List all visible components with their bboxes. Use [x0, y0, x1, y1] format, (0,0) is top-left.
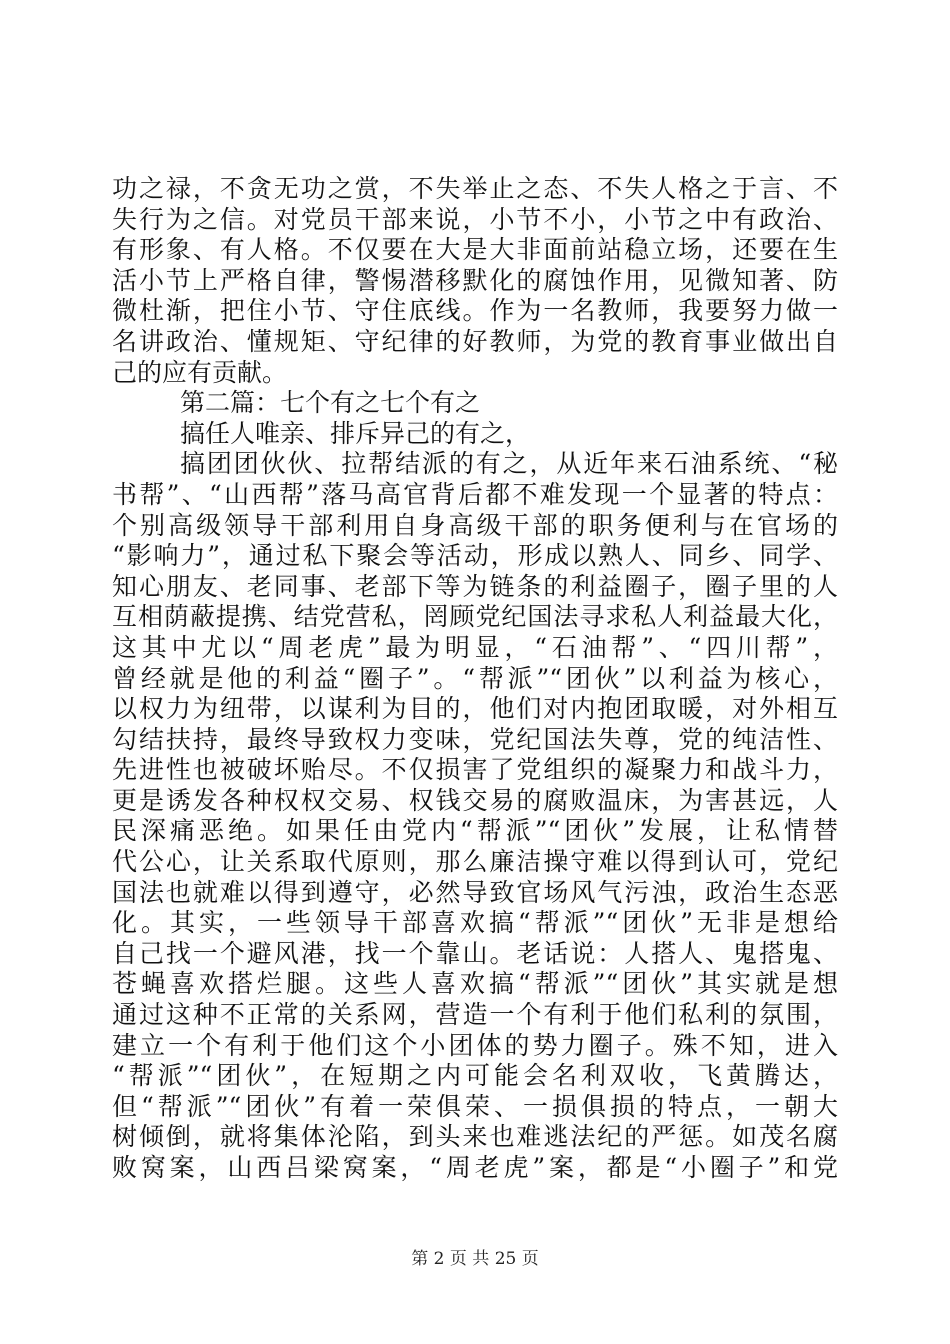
text-line: “帮派”“团伙”，在短期之内可能会名利双收，飞黄腾达，	[112, 1061, 838, 1091]
text-line: 功之禄，不贪无功之赏，不失举止之态、不失人格之于言、不	[112, 174, 838, 203]
text-line: 书帮”、“山西帮”落马高官背后都不难发现一个显著的特点：	[112, 479, 838, 509]
page-footer: 第 2 页 共 25 页	[411, 1249, 539, 1269]
text-line: 有形象、有人格。不仅要在大是大非面前站稳立场，还要在生	[112, 235, 838, 265]
text-line: 先进性也被破坏贻尽。不仅损害了党组织的凝聚力和战斗力，	[112, 755, 838, 785]
text-line: 己的应有贡献。	[112, 357, 288, 387]
text-line: 搞任人唯亲、排斥异己的有之，	[180, 418, 531, 448]
text-line: 化。其实，一些领导干部喜欢搞“帮派”“团伙”无非是想给	[112, 908, 838, 938]
text-line: 失行为之信。对党员干部来说，小节不小，小节之中有政治、	[112, 204, 838, 234]
text-line: 第二篇：七个有之七个有之	[180, 388, 481, 418]
text-line: “影响力”，通过私下聚会等活动，形成以熟人、同乡、同学、	[112, 541, 838, 571]
text-line: 败窝案，山西吕梁窝案，“周老虎”案，都是“小圈子”和党	[112, 1153, 838, 1182]
text-line: 建立一个有利于他们这个小团体的势力圈子。殊不知，进入	[112, 1030, 838, 1060]
text-line: 但“帮派”“团伙”有着一荣俱荣、一损俱损的特点，一朝大	[112, 1091, 838, 1121]
text-line: 以权力为纽带，以谋利为目的，他们对内抱团取暖，对外相互	[112, 694, 838, 724]
text-line: 代公心，让关系取代原则，那么廉洁操守难以得到认可，党纪	[112, 847, 838, 877]
text-line: 勾结扶持，最终导致权力变味，党纪国法失尊，党的纯洁性、	[112, 724, 838, 754]
text-line: 通过这种不正常的关系网，营造一个有利于他们私利的氛围，	[112, 1000, 838, 1030]
text-line: 自己找一个避风港，找一个靠山。老话说：人搭人、鬼搭鬼、	[112, 938, 838, 968]
text-line: 活小节上严格自律，警惕潜移默化的腐蚀作用，见微知著、防	[112, 265, 838, 295]
text-line: 苍蝇喜欢搭烂腿。这些人喜欢搞“帮派”“团伙”其实就是想	[112, 969, 838, 999]
text-line: 国法也就难以得到遵守，必然导致官场风气污浊，政治生态恶	[112, 877, 838, 907]
text-line: 这其中尤以“周老虎”最为明显，“石油帮”、“四川帮”，	[112, 632, 838, 662]
text-line: 搞团团伙伙、拉帮结派的有之，从近年来石油系统、“秘	[180, 449, 838, 479]
text-line: 曾经就是他的利益“圈子”。“帮派”“团伙”以利益为核心，	[112, 663, 838, 693]
document-body	[112, 174, 838, 1184]
text-line: 互相荫蔽提携、结党营私，罔顾党纪国法寻求私人利益最大化，	[112, 602, 838, 632]
text-line: 名讲政治、懂规矩、守纪律的好教师，为党的教育事业做出自	[112, 326, 838, 356]
text-line: 民深痛恶绝。如果任由党内“帮派”“团伙”发展，让私情替	[112, 816, 838, 846]
text-line: 知心朋友、老同事、老部下等为链条的利益圈子，圈子里的人	[112, 571, 838, 601]
text-line: 微杜渐，把住小节、守住底线。作为一名教师，我要努力做一	[112, 296, 838, 326]
text-line: 个别高级领导干部利用自身高级干部的职务便利与在官场的	[112, 510, 838, 540]
text-line: 树倾倒，就将集体沦陷，到头来也难逃法纪的严惩。如茂名腐	[112, 1122, 838, 1152]
text-line: 更是诱发各种权权交易、权钱交易的腐败温床，为害甚远，人	[112, 785, 838, 815]
